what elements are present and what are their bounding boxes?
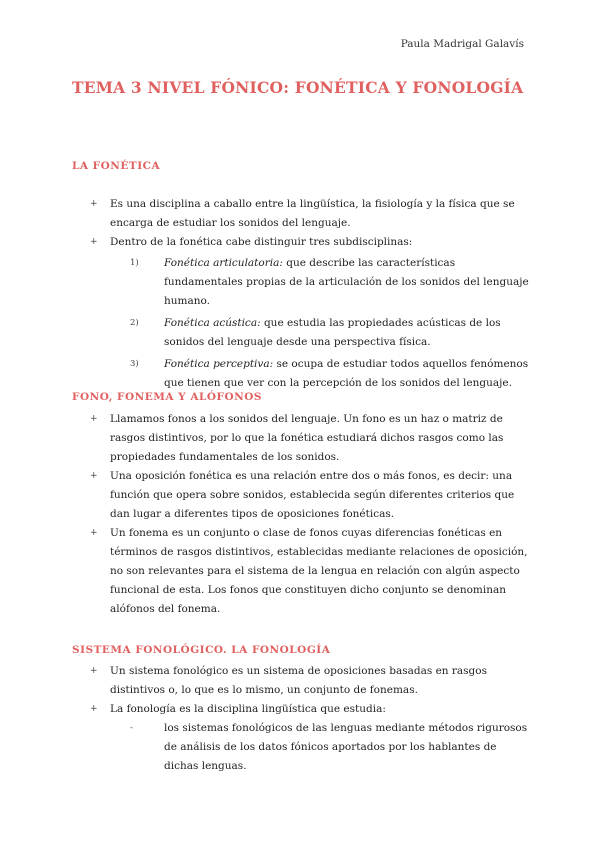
bullet-text: Un fonema es un conjunto o clase de fonos cuyas diferencias fonéticas en términos de rasgos distintivos, establecidas mediante relaciones de oposición, no son relevantes para el sistema de la lengua en relación con algún aspecto funcional de esta. Los fonos que constituyen dicho conjunto se denominan alófonos del fonema. (110, 527, 528, 615)
term: Fonética perceptiva: (164, 358, 274, 370)
bullet-mark: + (90, 666, 98, 676)
list-item (90, 524, 530, 619)
subdisciplines-list (130, 254, 530, 393)
bullet-text: Dentro de la fonética cabe distinguir tres subdisciplinas: (110, 236, 413, 248)
item-text: se ocupa de estudiar todos aquellos fenómenos que tienen que ver con la percepción de los sonidos del lenguaje. (164, 358, 529, 389)
list-item (90, 233, 530, 393)
bullet-text: Un sistema fonológico es un sistema de oposiciones basadas en rasgos distintivos o, lo que es lo mismo, un conjunto de fonemas. (110, 665, 487, 696)
item-number: 2) (130, 318, 139, 328)
page-title: TEMA 3 NIVEL FÓNICO: FONÉTICA Y FONOLOGÍA (72, 78, 524, 97)
item-text: que estudia las propiedades acústicas de los sonidos del lenguaje desde una perspectiva física. (164, 317, 501, 348)
bullet-mark: + (90, 704, 98, 714)
fonologia-studies-list (130, 719, 530, 776)
fonetica-bullet-list (90, 195, 530, 393)
bullet-text: Es una disciplina a caballo entre la lingüística, la fisiología y la física que se encarga de estudiar los sonidos del lenguaje. (110, 198, 515, 229)
author-name: Paula Madrigal Galavís (400, 38, 524, 50)
term: Fonética articulatoria: (164, 257, 283, 269)
list-item (130, 254, 530, 311)
item-dash: - (130, 723, 133, 733)
fono-bullet-list (90, 410, 530, 619)
section-heading-sistema-fonologico: SISTEMA FONOLÓGICO. LA FONOLOGÍA (72, 644, 331, 656)
section-heading-fonetica: LA FONÉTICA (72, 160, 161, 172)
bullet-mark: + (90, 237, 98, 247)
bullet-mark: + (90, 414, 98, 424)
list-item (130, 355, 530, 393)
bullet-mark: + (90, 199, 98, 209)
list-item (90, 195, 530, 233)
term: Fonética acústica: (164, 317, 261, 329)
list-item (90, 410, 530, 467)
list-item (90, 467, 530, 524)
item-text: los sistemas fonológicos de las lenguas mediante métodos rigurosos de análisis de los datos fónicos aportados por los hablantes de dichas lenguas. (164, 722, 528, 772)
list-item (130, 314, 530, 352)
bullet-text: La fonología es la disciplina lingüística que estudia: (110, 703, 386, 715)
item-number: 1) (130, 258, 139, 268)
list-item (130, 719, 530, 776)
item-text: que describe las características fundamentales propias de la articulación de los sonidos del lenguaje humano. (164, 257, 529, 307)
section-heading-fono-fonema: FONO, FONEMA Y ALÓFONOS (72, 391, 262, 403)
bullet-mark: + (90, 471, 98, 481)
bullet-mark: + (90, 528, 98, 538)
bullet-text: Una oposición fonética es una relación entre dos o más fonos, es decir: una función que opera sobre sonidos, establecida según diferentes criterios que dan lugar a diferentes tipos de oposiciones fonéticas. (110, 470, 515, 520)
sistema-bullet-list (90, 662, 530, 776)
bullet-text: Llamamos fonos a los sonidos del lenguaje. Un fono es un haz o matriz de rasgos distintivos, por lo que la fonética estudiará dichos rasgos como las propiedades fundamentales de los sonidos. (110, 413, 504, 463)
list-item (90, 662, 530, 700)
item-number: 3) (130, 359, 139, 369)
list-item (90, 700, 530, 776)
